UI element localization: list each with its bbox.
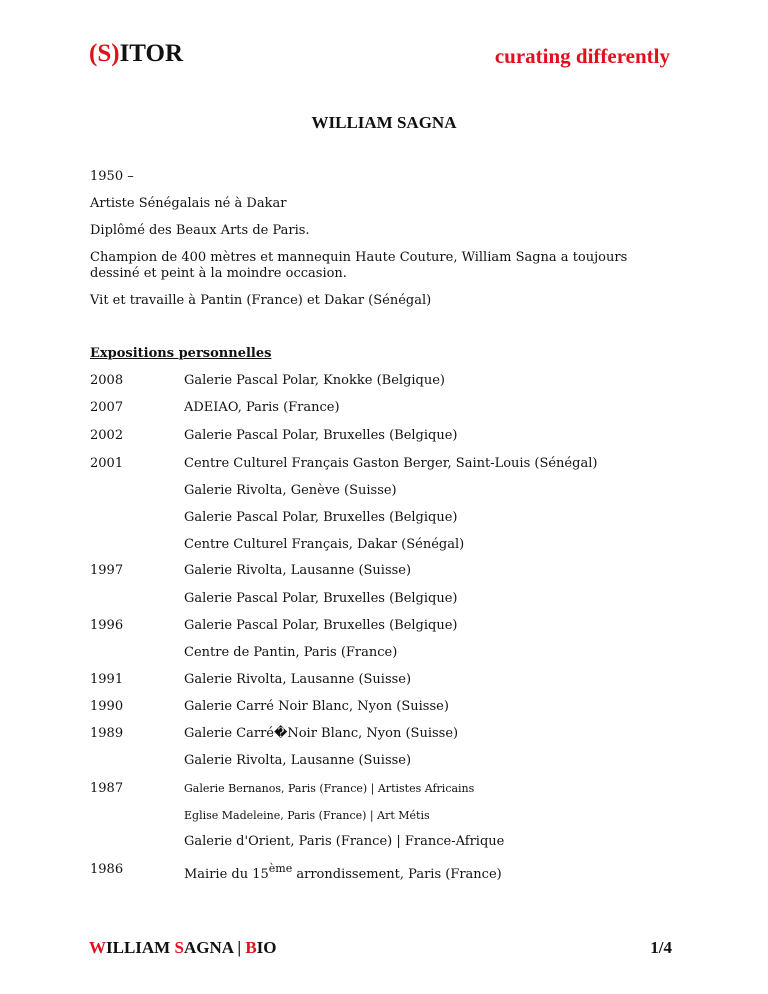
exhibition-entry: Galerie Pascal Polar, Bruxelles (Belgique) bbox=[184, 428, 458, 443]
year-label: 2001 bbox=[90, 456, 124, 471]
exhibition-entry: Centre Culturel Français, Dakar (Sénégal) bbox=[184, 537, 465, 552]
exhibition-entry: Centre de Pantin, Paris (France) bbox=[184, 645, 398, 660]
footer-title: WILLIAM SAGNA | BIO bbox=[89, 938, 277, 957]
exhibition-entry: Galerie Rivolta, Lausanne (Suisse) bbox=[184, 753, 412, 768]
exhibition-entry: Galerie Pascal Polar, Knokke (Belgique) bbox=[184, 373, 446, 388]
lives-text: Vit et travaille à Pantin (France) et Dakar (Sénégal) bbox=[90, 293, 432, 308]
year-label: 2007 bbox=[90, 400, 124, 415]
exhibition-entry: Galerie Pascal Polar, Bruxelles (Belgique) bbox=[184, 510, 458, 525]
exhibition-entry: Eglise Madeleine, Paris (France) | Art Métis bbox=[184, 809, 430, 822]
birth-year: 1950 – bbox=[90, 169, 134, 184]
year-label: 1987 bbox=[90, 781, 124, 796]
origin-text: Artiste Sénégalais né à Dakar bbox=[90, 196, 287, 211]
year-label: 1997 bbox=[90, 563, 124, 578]
year-label: 2008 bbox=[90, 373, 124, 388]
exhibition-entry: Mairie du 15ème arrondissement, Paris (France) bbox=[184, 862, 502, 882]
year-label: 1989 bbox=[90, 726, 124, 741]
page-number: 1/4 bbox=[650, 938, 672, 957]
year-label: 1986 bbox=[90, 862, 124, 877]
exhibition-entry: Galerie Rivolta, Lausanne (Suisse) bbox=[184, 672, 412, 687]
exhibition-entry: Galerie Carré�Noir Blanc, Nyon (Suisse) bbox=[184, 726, 459, 741]
exhibition-entry: Galerie Rivolta, Genève (Suisse) bbox=[184, 483, 397, 498]
page-title: WILLIAM SAGNA bbox=[311, 113, 457, 132]
diploma-text: Diplômé des Beaux Arts de Paris. bbox=[90, 223, 310, 238]
year-label: 1991 bbox=[90, 672, 124, 687]
sitor-logo: (S)ITOR bbox=[89, 40, 184, 67]
exhibition-entry: Galerie Bernanos, Paris (France) | Artistes Africains bbox=[184, 782, 475, 795]
exhibition-entry: Galerie Pascal Polar, Bruxelles (Belgique) bbox=[184, 618, 458, 633]
section-heading: Expositions personnelles bbox=[90, 346, 272, 361]
exhibition-entry: Galerie d'Orient, Paris (France) | France-Afrique bbox=[184, 834, 505, 849]
tagline: curating differently bbox=[494, 44, 670, 68]
year-label: 1990 bbox=[90, 699, 124, 714]
exhibition-entry: Galerie Carré Noir Blanc, Nyon (Suisse) bbox=[184, 699, 449, 714]
exhibition-entry: Galerie Pascal Polar, Bruxelles (Belgique) bbox=[184, 591, 458, 606]
exhibition-entry: ADEIAO, Paris (France) bbox=[184, 400, 340, 415]
exhibition-entry: Galerie Rivolta, Lausanne (Suisse) bbox=[184, 563, 412, 578]
year-label: 1996 bbox=[90, 618, 124, 633]
year-label: 2002 bbox=[90, 428, 124, 443]
champion-text: Champion de 400 mètres et mannequin Haute Couture, William Sagna a toujours dessiné et peint à la moindre occasion. bbox=[90, 250, 628, 281]
exhibition-entry: Centre Culturel Français Gaston Berger, Saint-Louis (Sénégal) bbox=[184, 456, 598, 471]
